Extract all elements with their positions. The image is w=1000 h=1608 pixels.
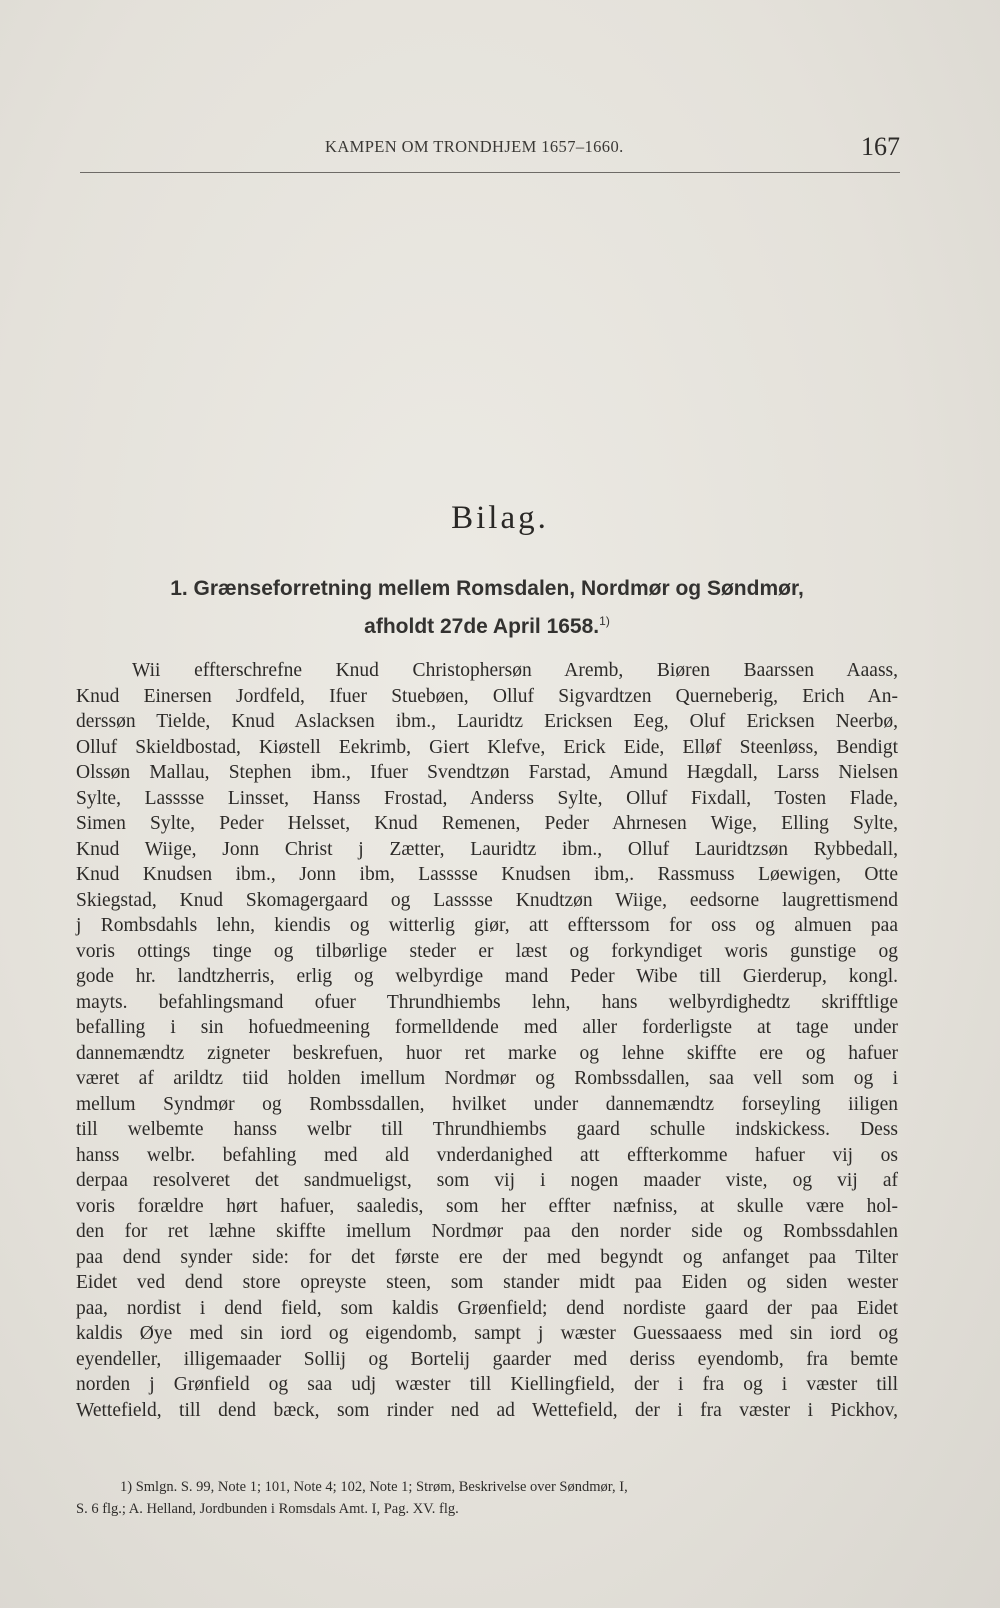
section-title-line-1: 1. Grænseforretning mellem Romsdalen, Nordmør og Søndmør, [170, 577, 804, 600]
body-line: gode hr. landtzherris, erlig og welbyrdige mand Peder Wibe till Gierderup, kongl. [76, 966, 898, 987]
body-line: derssøn Tielde, Knud Aslacksen ibm., Lauridtz Ericksen Eeg, Oluf Ericksen Neerbø, [76, 711, 898, 732]
body-line: paa dend synder side: for det første ere der med begyndt og anfanget paa Tilter [76, 1246, 898, 1268]
body-line: Olluf Skieldbostad, Kiøstell Eekrimb, Giert Klefve, Erick Eide, Elløf Steenløss, Bendigt [76, 736, 898, 758]
body-line: Olssøn Mallau, Stephen ibm., Ifuer Svendtzøn Farstad, Amund Hægdall, Larss Nielsen [76, 762, 898, 783]
body-line: Sylte, Lasssse Linsset, Hanss Frostad, Anderss Sylte, Olluf Fixdall, Tosten Flade, [76, 787, 898, 809]
footnote-mark: 1) [599, 614, 610, 628]
footnotes [76, 1476, 898, 1520]
appendix-heading: Bilag. [451, 500, 549, 536]
body-line: mellum Syndmør og Rombssdallen, hvilket under dannemændtz forseyling iiligen [76, 1093, 898, 1115]
body-text [76, 658, 898, 1423]
body-line: Simen Sylte, Peder Helsset, Knud Remenen, Peder Ahrnesen Wige, Elling Sylte, [76, 813, 898, 834]
body-line: kaldis Øye med sin iord og eigendomb, sampt j wæster Guessaaess med sin iord og [76, 1323, 898, 1344]
running-head [80, 132, 900, 173]
page-number: 167 [861, 132, 900, 161]
body-line: Wii effterschrefne Knud Christophersøn Aremb, Biøren Baarssen Aaass, [132, 660, 898, 681]
body-line: Wettefield, till dend bæck, som rinder ned ad Wettefield, der i fra væster i Pickhov, [76, 1399, 898, 1421]
body-line: voris forældre hørt hafuer, saaledis, som her effter næfniss, at skulle være hol- [76, 1195, 898, 1217]
body-line: paa, nordist i dend field, som kaldis Grøenfield; dend nordiste gaard der paa Eidet [76, 1297, 898, 1319]
body-line: Skiegstad, Knud Skomagergaard og Lasssse Knudtzøn Wiige, eedsorne laugrettismend [76, 889, 898, 911]
body-line: mayts. befahlingsmand ofuer Thrundhiembs lehn, hans welbyrdighedtz skrifftlige [76, 991, 898, 1013]
body-line: Knud Knudsen ibm., Jonn ibm, Lasssse Knudsen ibm,. Rassmuss Løewigen, Otte [76, 864, 898, 885]
footnote-line-1: 1) Smlgn. S. 99, Note 1; 101, Note 4; 102, Note 1; Strøm, Beskrivelse over Søndmør, I, [120, 1479, 628, 1495]
footnote-line-2: S. 6 flg.; A. Helland, Jordbunden i Romsdals Amt. I, Pag. XV. flg. [76, 1501, 459, 1517]
running-title: KAMPEN OM TRONDHJEM 1657–1660. [325, 137, 624, 156]
body-line: till welbemte hanss welbr till Thrundhiembs gaard schulle indskickess. Dess [76, 1119, 898, 1140]
body-line: voris ottings tinge og tilbørlige steder er læst og forkyndiget woris gunstige og [76, 940, 898, 962]
body-line: j Rombsdahls lehn, kiendis og witterlig giør, att effterssom for oss og almuen paa [76, 915, 898, 936]
body-line: derpaa resolveret det sandmueligst, som vij i nogen maader viste, og vij af [76, 1170, 898, 1191]
body-line: været af arildtz tiid holden imellum Nordmør og Rombssdallen, saa vell som og i [76, 1068, 898, 1089]
body-line: den for ret læhne skiffte imellum Nordmør paa den norder side og Rombssdahlen [76, 1221, 898, 1242]
body-line: hanss welbr. befahling med ald vnderdanighed att effterkomme hafuer vij os [76, 1144, 898, 1166]
body-line: dannemændtz zigneter beskrefuen, huor ret marke og lehne skiffte ere og hafuer [76, 1042, 898, 1064]
body-line: eyendeller, illigemaader Sollij og Bortelij gaarder med deriss eyendomb, fra bemte [76, 1348, 898, 1370]
body-line: befalling i sin hofuedmeening formelldende med aller forderligste at tage under [76, 1017, 898, 1038]
body-line: Eidet ved dend store opreyste steen, som stander midt paa Eiden og siden wester [76, 1272, 898, 1293]
body-line: norden j Grønfield og saa udj wæster till Kiellingfield, der i fra og i væster till [76, 1374, 898, 1395]
section-title-line-2 [76, 605, 898, 643]
body-line: Knud Wiige, Jonn Christ j Zætter, Lauridtz ibm., Olluf Lauridtzsøn Rybbedall, [76, 838, 898, 860]
section-title-date: afholdt 27de April 1658. [364, 615, 600, 638]
section-title [76, 572, 898, 643]
body-line: Knud Einersen Jordfeld, Ifuer Stuebøen, Olluf Sigvardtzen Querneberig, Erich An- [76, 685, 898, 707]
